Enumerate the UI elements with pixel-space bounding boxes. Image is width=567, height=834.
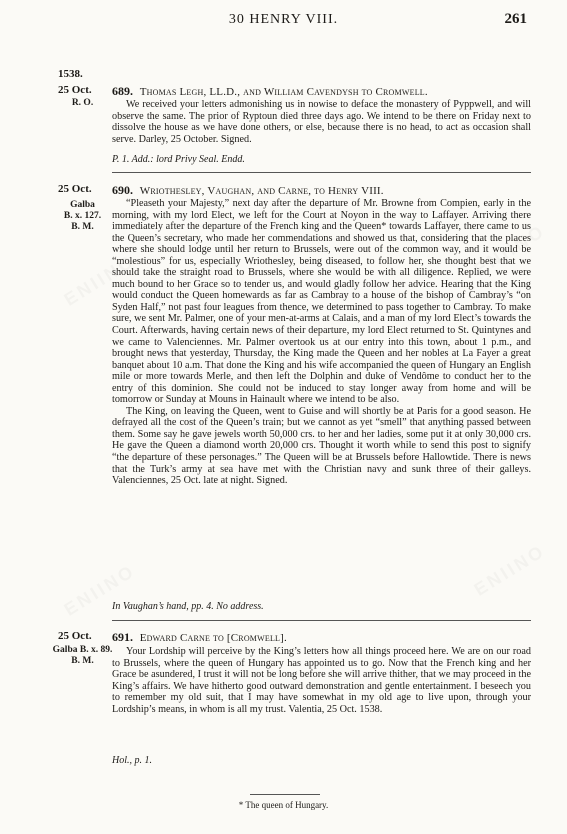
entry-number: 691. xyxy=(112,630,133,644)
entry-title: Wriothesley, Vaughan, and Carne, to Henry VIII. xyxy=(139,185,384,197)
entry-number: 689. xyxy=(112,84,133,98)
entry-heading xyxy=(112,183,532,198)
paragraph: The King, on leaving the Queen, went to Guise and will shortly be at Paris for a good season. He defrayed all the cost of the Queen’s train; but we cannot as yet “smell” that anything passed between them. Some say he gave jewels worth 50,000 crs. to her and her ladies, some put it at only 30,000 crs. He gave the Queen a diamond worth 20,000 crs. Thought it worth while to send this post to signify “the departure of these personages.” The Queen will be at Brussels before Hallowtide. There is news that the Turk’s army at sea have met with the Christian navy and sunk three of their galleys. Valenciennes, 25 Oct. late at night. Signed. xyxy=(112,405,531,487)
watermark: ENIINO xyxy=(470,220,549,280)
entry-date: 25 Oct. xyxy=(58,183,92,195)
source-line: R. O. xyxy=(71,98,94,108)
entry-body xyxy=(112,198,531,487)
entry-note: In Vaughan’s hand, pp. 4. No address. xyxy=(112,601,264,612)
source-line: B. M. xyxy=(71,222,94,232)
entry-heading xyxy=(112,630,532,645)
source-line: Galba B. x. 89. xyxy=(52,645,113,655)
source-line: Galba xyxy=(70,200,95,210)
entry-source xyxy=(60,200,105,233)
running-head xyxy=(0,12,567,34)
entry-note: Hol., p. 1. xyxy=(112,755,152,766)
watermark: ENIINO xyxy=(60,560,139,620)
page-number: 261 xyxy=(504,11,527,27)
entry-title: Thomas Legh, LL.D., and William Cavendysh to Cromwell. xyxy=(139,86,428,98)
paragraph: We received your letters admonishing us in nowise to deface the monastery of Pyppwell, and will observe the same. The prior of Ryptoun died three days ago. We intend to be there on Friday next to dissolve the house as we have done others, or else, because there is no head, to act as occasion shall serve. Darley, 25 October. Signed. xyxy=(112,99,531,145)
paragraph: “Pleaseth your Majesty,” next day after the departure of Mr. Browne from Compien, early in the morning, with my lord Elect, we left for the Court at Noyon in the way to Laffayer. Arriving there immediately after the departure of the French king and the Queen* towards Laffayer, there came to us the Queen’s secretary, who made her commendations and showed us that, considering that the places where she should lodge until her return to Brussels, were out of the common way, and it would be “molestious” for us, especially Wriothesley, being diseased, to follow her, she thought best that we should take the straight road to Brussels, where she would be with all diligence. Replied, we were much bound to her Grace so to tender us, and would gladly follow her advice. Hearing that the King would conduct the Queen homewards as far as Cambray to a house of the bishop of Cambray’s “on Syden Half,” not past four leagues from thence, we determined to pass together to Cambray. To make sure, we sent Mr. Palmer, one of your men-at-arms at Calais, and a man of my lord Elect’s towards the Court. Afterwards, having certain news of their departure, my lord Elect returned to St. Quintynes and we came to Valenciennes. Mr. Palmer overtook us at our entry into this town, about 1 p.m., and brought news that yesterday, Thursday, the King made the Queen and her nobles at La Fayer a great banquet about 10 a.m. That done the King and his wife accompanied the queen of Hungary an English mile or more towards Merle, and then left the Dolphin and duke of Vendôme to conduct her to the entry of this dominion. She could not be induced to stay longer away from home and will be tomorrow or Sunday at Mouns in Hainault where we intend to be also. xyxy=(112,198,531,406)
entry-title: Edward Carne to [Cromwell]. xyxy=(139,632,287,644)
entry-body xyxy=(112,646,531,715)
entry-source xyxy=(50,645,115,667)
entry-date: 25 Oct. xyxy=(58,630,92,642)
entry-note: P. 1. Add.: lord Privy Seal. Endd. xyxy=(112,154,245,165)
paragraph: Your Lordship will perceive by the King’s letters how all things proceed here. We are on our road to Brussels, where the queen of Hungary has appointed us to go. Now that the French king and her Grace be asundered, I trust it will not be long before she will arrive thither, that we may proceed in the King’s affairs. We have hitherto good outward demonstration and gentle entertainment. I beseech you to remember my old suit, that I may have somewhat in my old age to live upon, through your Lordship’s means, in whom is all my trust. Valentia, 25 Oct. 1538. xyxy=(112,646,531,715)
entry-number: 690. xyxy=(112,183,133,197)
source-line: B. M. xyxy=(71,656,94,666)
entry-body xyxy=(112,99,531,145)
footnote: * The queen of Hungary. xyxy=(238,800,329,810)
source-line: B. x. 127. xyxy=(63,211,102,221)
entry-heading xyxy=(112,84,532,99)
margin-year: 1538. xyxy=(58,68,83,80)
entry-source xyxy=(60,98,105,109)
entry-date: 25 Oct. xyxy=(58,84,92,96)
entry-separator xyxy=(112,620,531,621)
running-head-title: 30 HENRY VIII. xyxy=(228,12,339,27)
footnote-rule xyxy=(250,794,320,795)
watermark: ENIINO xyxy=(60,250,139,310)
watermark: ENIINO xyxy=(470,540,549,600)
entry-separator xyxy=(112,172,531,173)
